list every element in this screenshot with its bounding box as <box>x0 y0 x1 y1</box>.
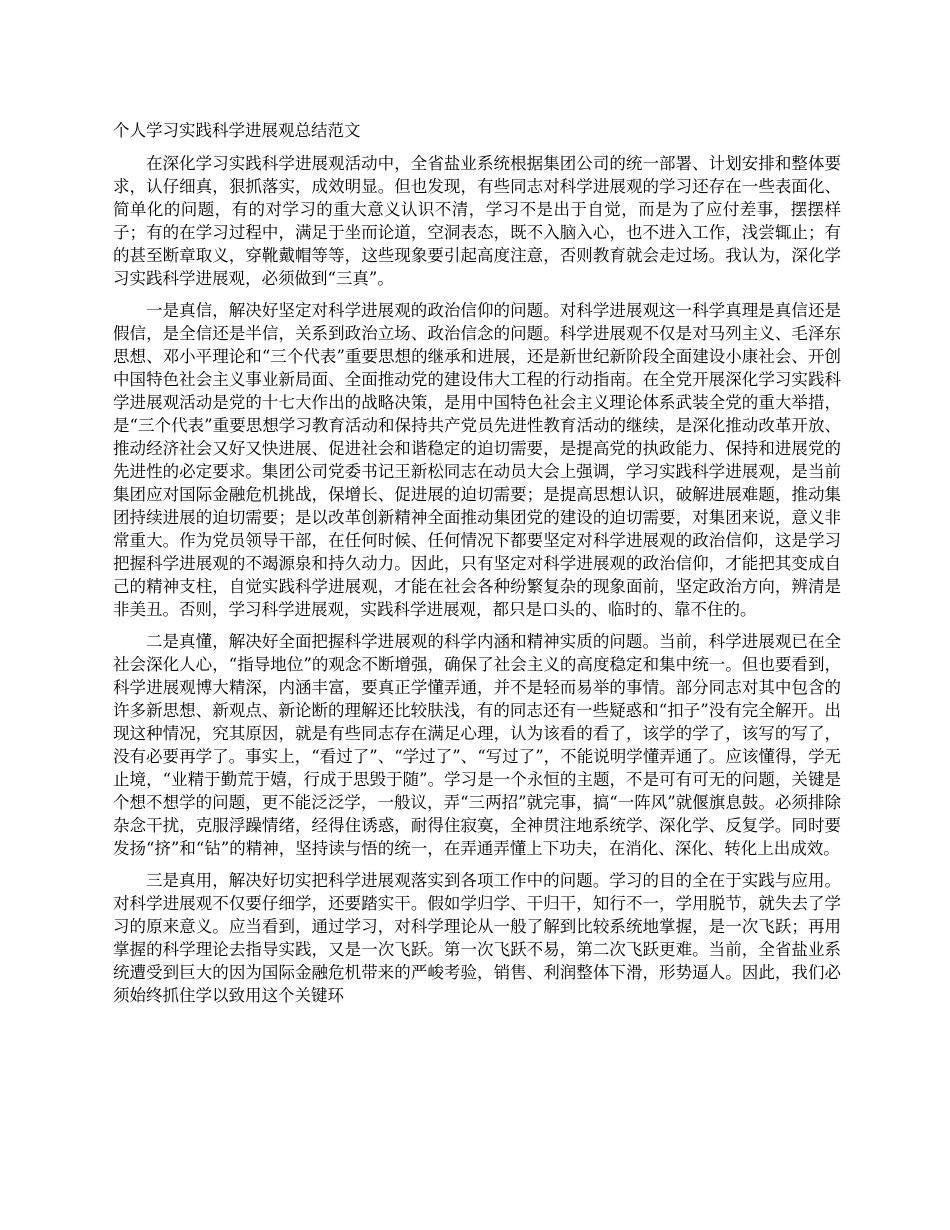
document-page <box>113 120 841 1016</box>
paragraph-true-belief: 一是真信，解决好坚定对科学进展观的政治信仰的问题。对科学进展观这一科学真理是真信还是假信，是全信还是半信，关系到政治立场、政治信念的问题。科学进展观不仅是对马列主义、毛泽东思想、邓小平理论和“三个代表”重要思想的继承和进展，还是新世纪新阶段全面建设小康社会、开创中国特色社会主义事业新局面、全面推动党的建设伟大工程的行动指南。在全党开展深化学习实践科学进展观活动是党的十七大作出的战略决策，是用中国特色社会主义理论体系武装全党的重大举措，是“三个代表”重要思想学习教育活动和保持共产党员先进性教育活动的继续，是深化推动改革开放、推动经济社会又好又快进展、促进社会和谐稳定的迫切需要，是提高党的执政能力、保持和进展党的先进性的必定要求。集团公司党委书记王新松同志在动员大会上强调，学习实践科学进展观，是当前集团应对国际金融危机挑战，保增长、促进展的迫切需要；是提高思想认识，破解进展难题，推动集团持续进展的迫切需要；是以改革创新精神全面推动集团党的建设的迫切需要，对集团来说，意义非常重大。作为党员领导干部，在任何时候、任何情况下都要坚定对科学进展观的政治信仰，这是学习把握科学进展观的不竭源泉和持久动力。因此，只有坚定对科学进展观的政治信仰，才能把其变成自己的精神支柱，自觉实践科学进展观，才能在社会各种纷繁复杂的现象面前，坚定政治方向，辨清是非美丑。否则，学习科学进展观，实践科学进展观，都只是口头的、临时的、靠不住的。 <box>113 301 841 619</box>
document-title: 个人学习实践科学进展观总结范文 <box>113 121 361 140</box>
paragraph-true-application: 三是真用，解决好切实把科学进展观落实到各项工作中的问题。学习的目的全在于实践与应用。对科学进展观不仅要仔细学，还要踏实干。假如学归学、干归干，知行不一，学用脱节，就失去了学习的原来意义。应当看到，通过学习，对科学理论从一般了解到比较系统地掌握，是一次飞跃；再用掌握的科学理论去指导实践，又是一次飞跃。第一次飞跃不易，第二次飞跃更难。当前，全省盐业系统遭受到巨大的因为国际金融危机带来的严峻考验，销售、利润整体下滑，形势逼人。因此，我们必须始终抓住学以致用这个关键环 <box>113 871 841 1005</box>
paragraph-intro: 在深化学习实践科学进展观活动中，全省盐业系统根据集团公司的统一部署、计划安排和整体要求，认仔细真，狠抓落实，成效明显。但也发现，有些同志对科学进展观的学习还存在一些表面化、简单化的问题，有的对学习的重大意义认识不清，学习不是出于自觉，而是为了应付差事，摆摆样子；有的在学习过程中，满足于坐而论道，空洞表态，既不入脑入心，也不进入工作，浅尝辄止；有的甚至断章取义，穿靴戴帽等等，这些现象要引起高度注意，否则教育就会走过场。我认为，深化学习实践科学进展观，必须做到“三真”。 <box>113 154 841 288</box>
paragraph-true-understanding: 二是真懂，解决好全面把握科学进展观的科学内涵和精神实质的问题。当前，科学进展观已在全社会深化人心，“指导地位”的观念不断增强，确保了社会主义的高度稳定和集中统一。但也要看到，科学进展观博大精深，内涵丰富，要真正学懂弄通，并不是轻而易举的事情。部分同志对其中包含的许多新思想、新观点、新论断的理解还比较肤浅，有的同志还有一些疑惑和“扣子”没有完全解开。出现这种情况，究其原因，就是有些同志存在满足心理，认为该看的看了，该学的学了，该写的写了，没有必要再学了。事实上，“看过了”、“学过了”、“写过了”，不能说明学懂弄通了。应该懂得，学无止境，“业精于勤荒于嬉，行成于思毁于随”。学习是一个永恒的主题，不是可有可无的问题，关键是个想不想学的问题，更不能泛泛学，一般议，弄“三两招”就完事，搞“一阵风”就偃旗息鼓。必须排除杂念干扰，克服浮躁情绪，经得住诱惑，耐得住寂寞，全神贯注地系统学、深化学、反复学。同时要发扬“挤”和“钻”的精神，坚持读与悟的统一，在弄通弄懂上下功夫，在消化、深化、转化上出成效。 <box>113 632 841 858</box>
